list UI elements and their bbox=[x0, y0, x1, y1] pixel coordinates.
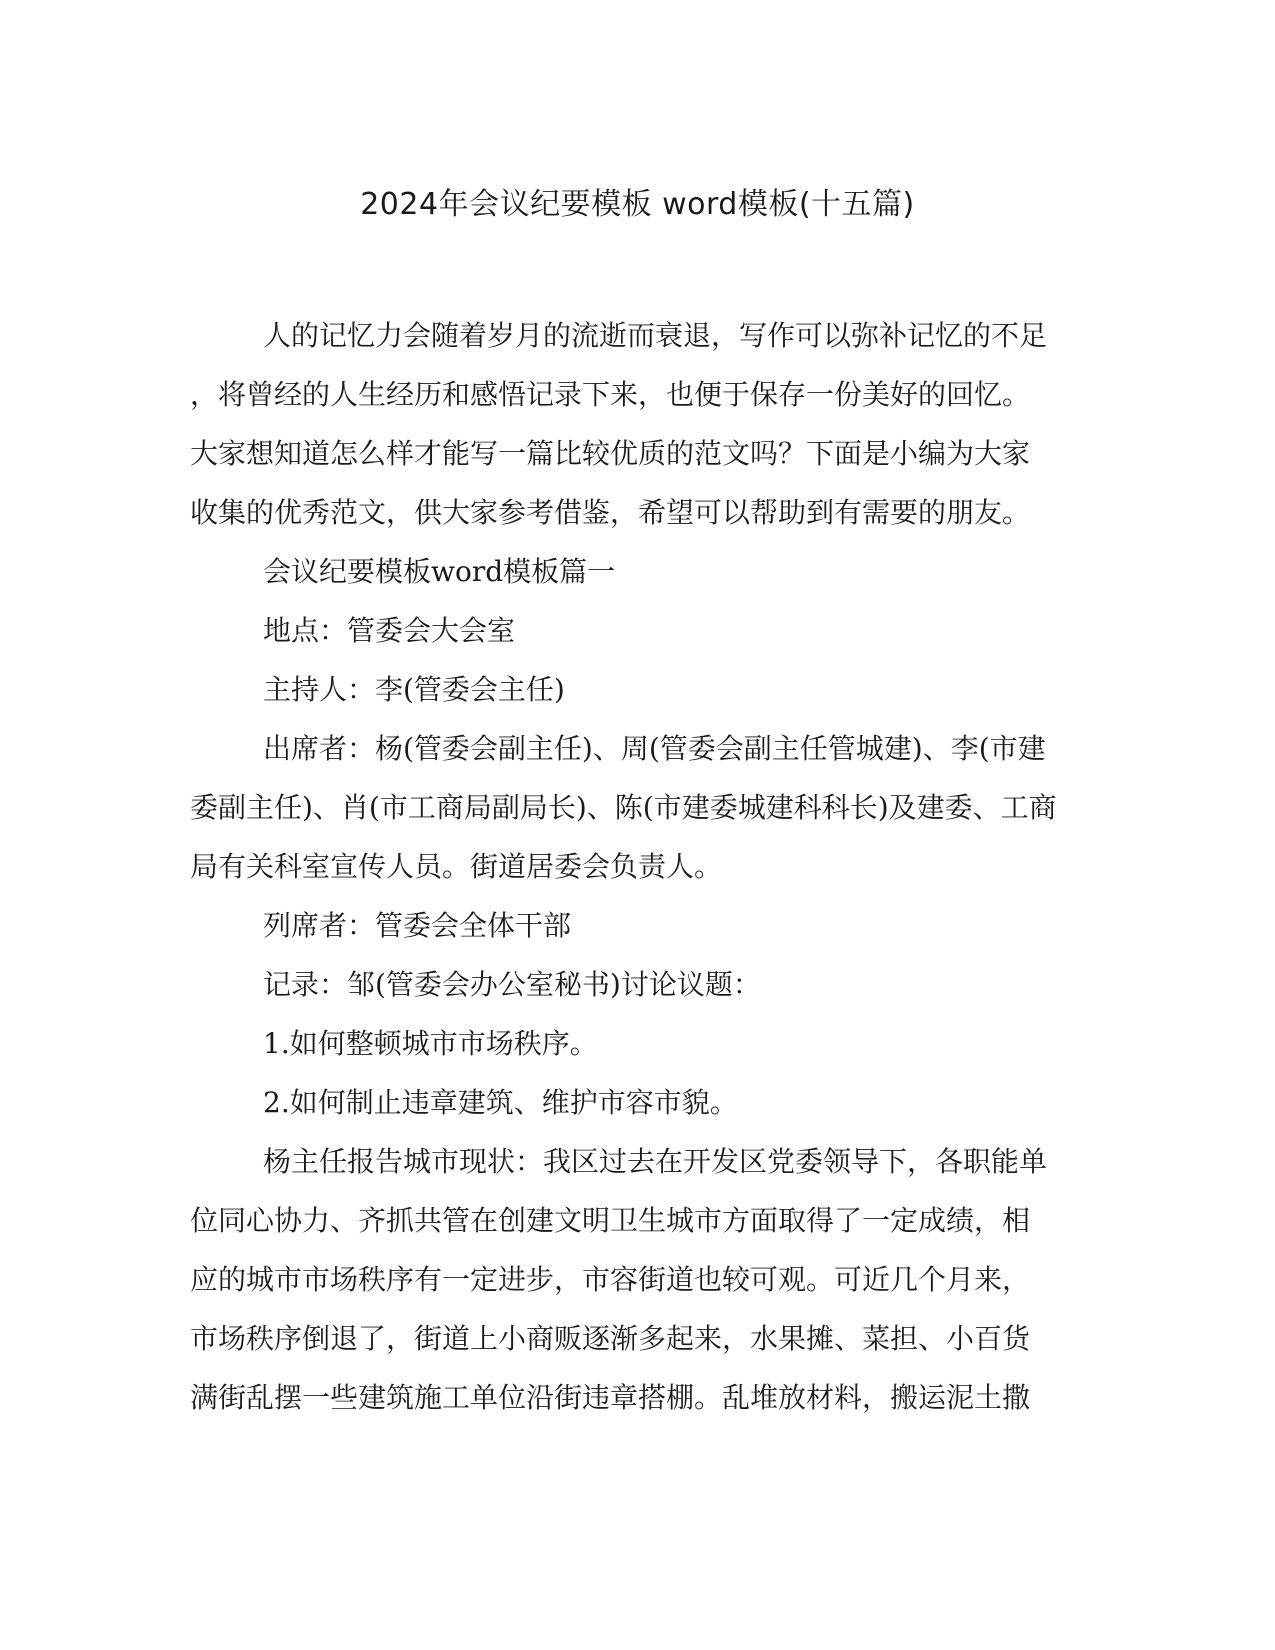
section-heading: 会议纪要模板word模板篇一 bbox=[263, 555, 616, 588]
paragraph-line: 人的记忆力会随着岁月的流逝而衰退，写作可以弥补记忆的不足 bbox=[263, 319, 1048, 352]
document-title: 2024年会议纪要模板 word模板(十五篇) bbox=[360, 187, 915, 222]
paragraph-line: 记录：邹(管委会办公室秘书)讨论议题： bbox=[263, 968, 761, 1001]
paragraph-line: 地点：管委会大会室 bbox=[263, 614, 516, 647]
paragraph-line: 满街乱摆一些建筑施工单位沿街违章搭棚。乱堆放材料，搬运泥土撒 bbox=[190, 1381, 1031, 1414]
list-item: 2.如何制止违章建筑、维护市容市貌。 bbox=[263, 1086, 738, 1119]
paragraph-line: ，将曾经的人生经历和感悟记录下来，也便于保存一份美好的回忆。 bbox=[190, 378, 1031, 411]
paragraph-line: 应的城市市场秩序有一定进步，市容街道也较可观。可近几个月来， bbox=[190, 1263, 1031, 1296]
paragraph-line: 委副主任)、肖(市工商局副局长)、陈(市建委城建科科长)及建委、工商 bbox=[190, 791, 1057, 824]
paragraph-line: 市场秩序倒退了，街道上小商贩逐渐多起来，水果摊、菜担、小百货 bbox=[190, 1322, 1031, 1355]
paragraph-line: 杨主任报告城市现状：我区过去在开发区党委领导下，各职能单 bbox=[263, 1145, 1048, 1178]
list-item: 1.如何整顿城市市场秩序。 bbox=[263, 1027, 598, 1060]
paragraph-line: 出席者：杨(管委会副主任)、周(管委会副主任管城建)、李(市建 bbox=[263, 732, 1046, 765]
paragraph-line: 位同心协力、齐抓共管在创建文明卫生城市方面取得了一定成绩，相 bbox=[190, 1204, 1031, 1237]
paragraph-line: 局有关科室宣传人员。街道居委会负责人。 bbox=[190, 850, 723, 883]
paragraph-line: 收集的优秀范文，供大家参考借鉴，希望可以帮助到有需要的朋友。 bbox=[190, 496, 1031, 529]
paragraph-line: 列席者：管委会全体干部 bbox=[263, 909, 572, 942]
paragraph-line: 主持人：李(管委会主任) bbox=[263, 673, 565, 706]
paragraph-line: 大家想知道怎么样才能写一篇比较优质的范文吗？下面是小编为大家 bbox=[190, 437, 1031, 470]
